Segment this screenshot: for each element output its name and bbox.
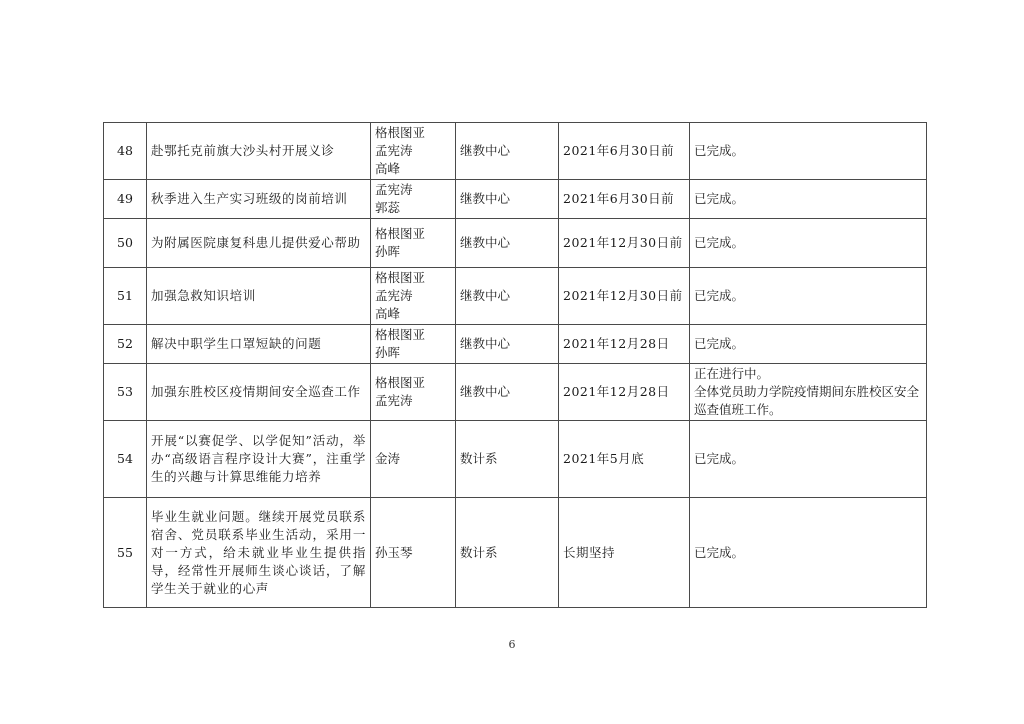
department-cell: 继教中心: [456, 219, 559, 268]
table-row: [104, 123, 927, 180]
table-row: [104, 325, 927, 364]
deadline-cell: 2021年5月底: [559, 421, 690, 498]
task-description-cell: 加强东胜校区疫情期间安全巡查工作: [147, 364, 371, 421]
responsible-person: 孟宪涛: [375, 393, 413, 408]
table-row: [104, 268, 927, 325]
responsible-person: 格根图亚: [375, 125, 426, 140]
table-row: [104, 180, 927, 219]
department-cell: 继教中心: [456, 364, 559, 421]
status-text: 已完成。: [694, 143, 745, 158]
deadline-cell: 2021年6月30日前: [559, 180, 690, 219]
responsible-person: 金涛: [375, 451, 401, 466]
responsible-person: 格根图亚: [375, 270, 426, 285]
status-cell: [690, 268, 927, 325]
responsible-person: 郭蕊: [375, 200, 401, 215]
responsible-persons-cell: [371, 268, 456, 325]
responsible-persons-cell: [371, 325, 456, 364]
department-cell: 继教中心: [456, 268, 559, 325]
responsible-persons-cell: [371, 219, 456, 268]
responsible-persons-cell: [371, 123, 456, 180]
status-cell: [690, 498, 927, 608]
table-row: [104, 364, 927, 421]
responsible-person: 高峰: [375, 161, 401, 176]
row-number-cell: 54: [104, 421, 147, 498]
responsible-person: 孟宪涛: [375, 143, 413, 158]
status-cell: [690, 364, 927, 421]
task-description-cell: 毕业生就业问题。继续开展党员联系宿舍、党员联系毕业生活动，采用一对一方式，给未就业毕业生提供指导，经常性开展师生谈心谈话，了解学生关于就业的心声: [147, 498, 371, 608]
responsible-person: 孟宪涛: [375, 288, 413, 303]
responsible-person: 孙晖: [375, 345, 401, 360]
row-number-cell: 55: [104, 498, 147, 608]
status-cell: [690, 219, 927, 268]
department-cell: 继教中心: [456, 123, 559, 180]
responsible-persons-cell: [371, 180, 456, 219]
deadline-cell: 2021年6月30日前: [559, 123, 690, 180]
deadline-cell: 2021年12月28日: [559, 364, 690, 421]
task-description-cell: 赴鄂托克前旗大沙头村开展义诊: [147, 123, 371, 180]
task-description-cell: 为附属医院康复科患儿提供爱心帮助: [147, 219, 371, 268]
department-cell: 继教中心: [456, 180, 559, 219]
status-text: 已完成。: [694, 191, 745, 206]
department-cell: 数计系: [456, 421, 559, 498]
deadline-cell: 2021年12月28日: [559, 325, 690, 364]
responsible-persons-cell: [371, 498, 456, 608]
task-description-cell: 加强急救知识培训: [147, 268, 371, 325]
responsible-persons-cell: [371, 421, 456, 498]
row-number-cell: 51: [104, 268, 147, 325]
deadline-cell: 长期坚持: [559, 498, 690, 608]
responsible-persons-cell: [371, 364, 456, 421]
row-number-cell: 53: [104, 364, 147, 421]
status-text: 已完成。: [694, 288, 745, 303]
responsible-person: 孙晖: [375, 244, 401, 259]
status-cell: [690, 421, 927, 498]
row-number-cell: 52: [104, 325, 147, 364]
responsible-person: 格根图亚: [375, 375, 426, 390]
task-description-cell: 解决中职学生口罩短缺的问题: [147, 325, 371, 364]
row-number-cell: 48: [104, 123, 147, 180]
status-text: 正在进行中。: [694, 366, 770, 381]
table-row: [104, 498, 927, 608]
task-description-cell: 开展“以赛促学、以学促知”活动，举办“高级语言程序设计大赛”，注重学生的兴趣与计算思维能力培养: [147, 421, 371, 498]
responsible-person: 孟宪涛: [375, 182, 413, 197]
task-table: [103, 122, 927, 608]
status-text: 已完成。: [694, 544, 745, 560]
table-row: [104, 219, 927, 268]
status-text: 已完成。: [694, 235, 745, 250]
department-cell: 继教中心: [456, 325, 559, 364]
status-text: 全体党员助力学院疫情期间东胜校区安全巡查值班工作。: [694, 384, 920, 417]
deadline-cell: 2021年12月30日前: [559, 268, 690, 325]
table-row: [104, 421, 927, 498]
row-number-cell: 49: [104, 180, 147, 219]
deadline-cell: 2021年12月30日前: [559, 219, 690, 268]
task-description-cell: 秋季进入生产实习班级的岗前培训: [147, 180, 371, 219]
department-cell: 数计系: [456, 498, 559, 608]
responsible-person: 格根图亚: [375, 327, 426, 342]
responsible-person: 格根图亚: [375, 226, 426, 241]
row-number-cell: 50: [104, 219, 147, 268]
status-cell: [690, 325, 927, 364]
status-text: 已完成。: [694, 451, 745, 466]
status-text: 已完成。: [694, 336, 745, 351]
responsible-person: 孙玉琴: [375, 544, 413, 560]
status-cell: [690, 123, 927, 180]
task-table-body: [104, 123, 927, 608]
responsible-person: 高峰: [375, 306, 401, 321]
page-number: 6: [508, 638, 516, 651]
status-cell: [690, 180, 927, 219]
